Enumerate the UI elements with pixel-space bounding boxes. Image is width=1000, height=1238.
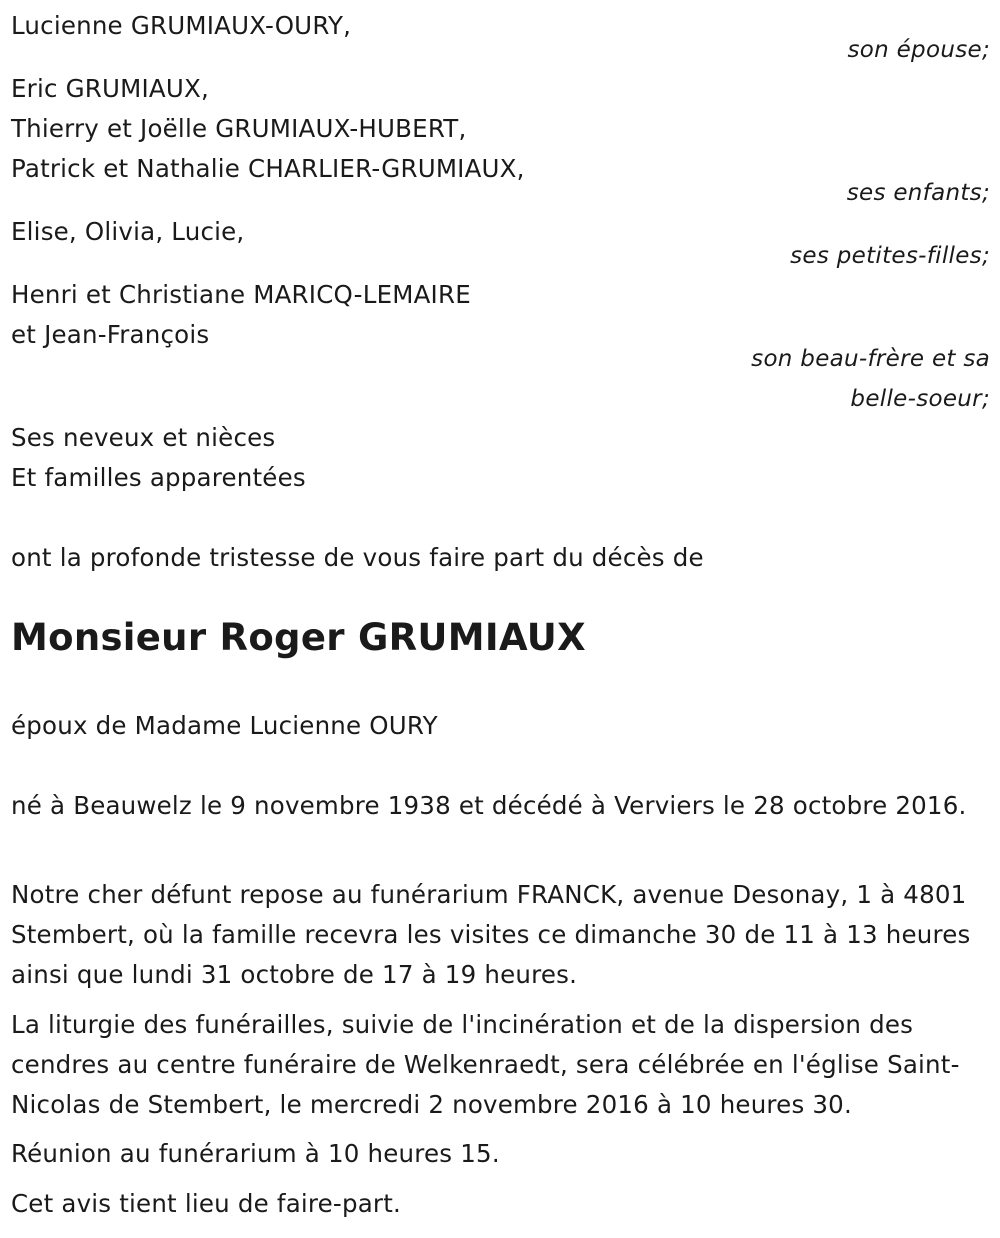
spouse-role: son épouse; [847,37,990,63]
grandchildren-role: ses petites-filles; [790,243,990,269]
in-law-name: Henri et Christiane MARICQ-LEMAIRE [11,280,471,309]
spouse-name: Lucienne GRUMIAUX-OURY, [11,11,352,40]
child-name: Eric GRUMIAUX, [11,74,209,103]
liturgy-paragraph: La liturgie des funérailles, suivie de l'incinération et de la dispersion des cendres au centre funéraire de Welkenraedt, sera célébrée en l'église Saint-Nicolas de Stembert, le mercredi 2 novembre 2016 à 10 heures 30. [11,1010,960,1119]
relatives-line: Ses neveux et nièces [11,423,276,452]
deceased-name: Monsieur Roger GRUMIAUX [11,616,586,659]
meeting-paragraph: Réunion au funérarium à 10 heures 15. [11,1139,500,1168]
child-name: Patrick et Nathalie CHARLIER-GRUMIAUX, [11,154,525,183]
deceased-spouse-line: époux de Madame Lucienne OURY [11,711,438,740]
birth-death-paragraph: né à Beauwelz le 9 novembre 1938 et décédé à Verviers le 28 octobre 2016. [11,791,967,820]
relatives-line: Et familles apparentées [11,463,306,492]
notice-paragraph: Cet avis tient lieu de faire-part. [11,1189,401,1218]
in-laws-role: belle-soeur; [850,386,990,412]
announcement-text: ont la profonde tristesse de vous faire part du décès de [11,543,704,572]
funerarium-paragraph: Notre cher défunt repose au funérarium FRANCK, avenue Desonay, 1 à 4801 Stembert, où la famille recevra les visites ce dimanche 30 de 11 à 13 heures ainsi que lundi 31 octobre de 17 à 19 heures. [11,880,971,989]
child-name: Thierry et Joëlle GRUMIAUX-HUBERT, [11,114,467,143]
in-law-name: et Jean-François [11,320,210,349]
in-laws-role: son beau-frère et sa [751,346,990,372]
grandchildren-names: Elise, Olivia, Lucie, [11,217,245,246]
children-role: ses enfants; [846,180,990,206]
